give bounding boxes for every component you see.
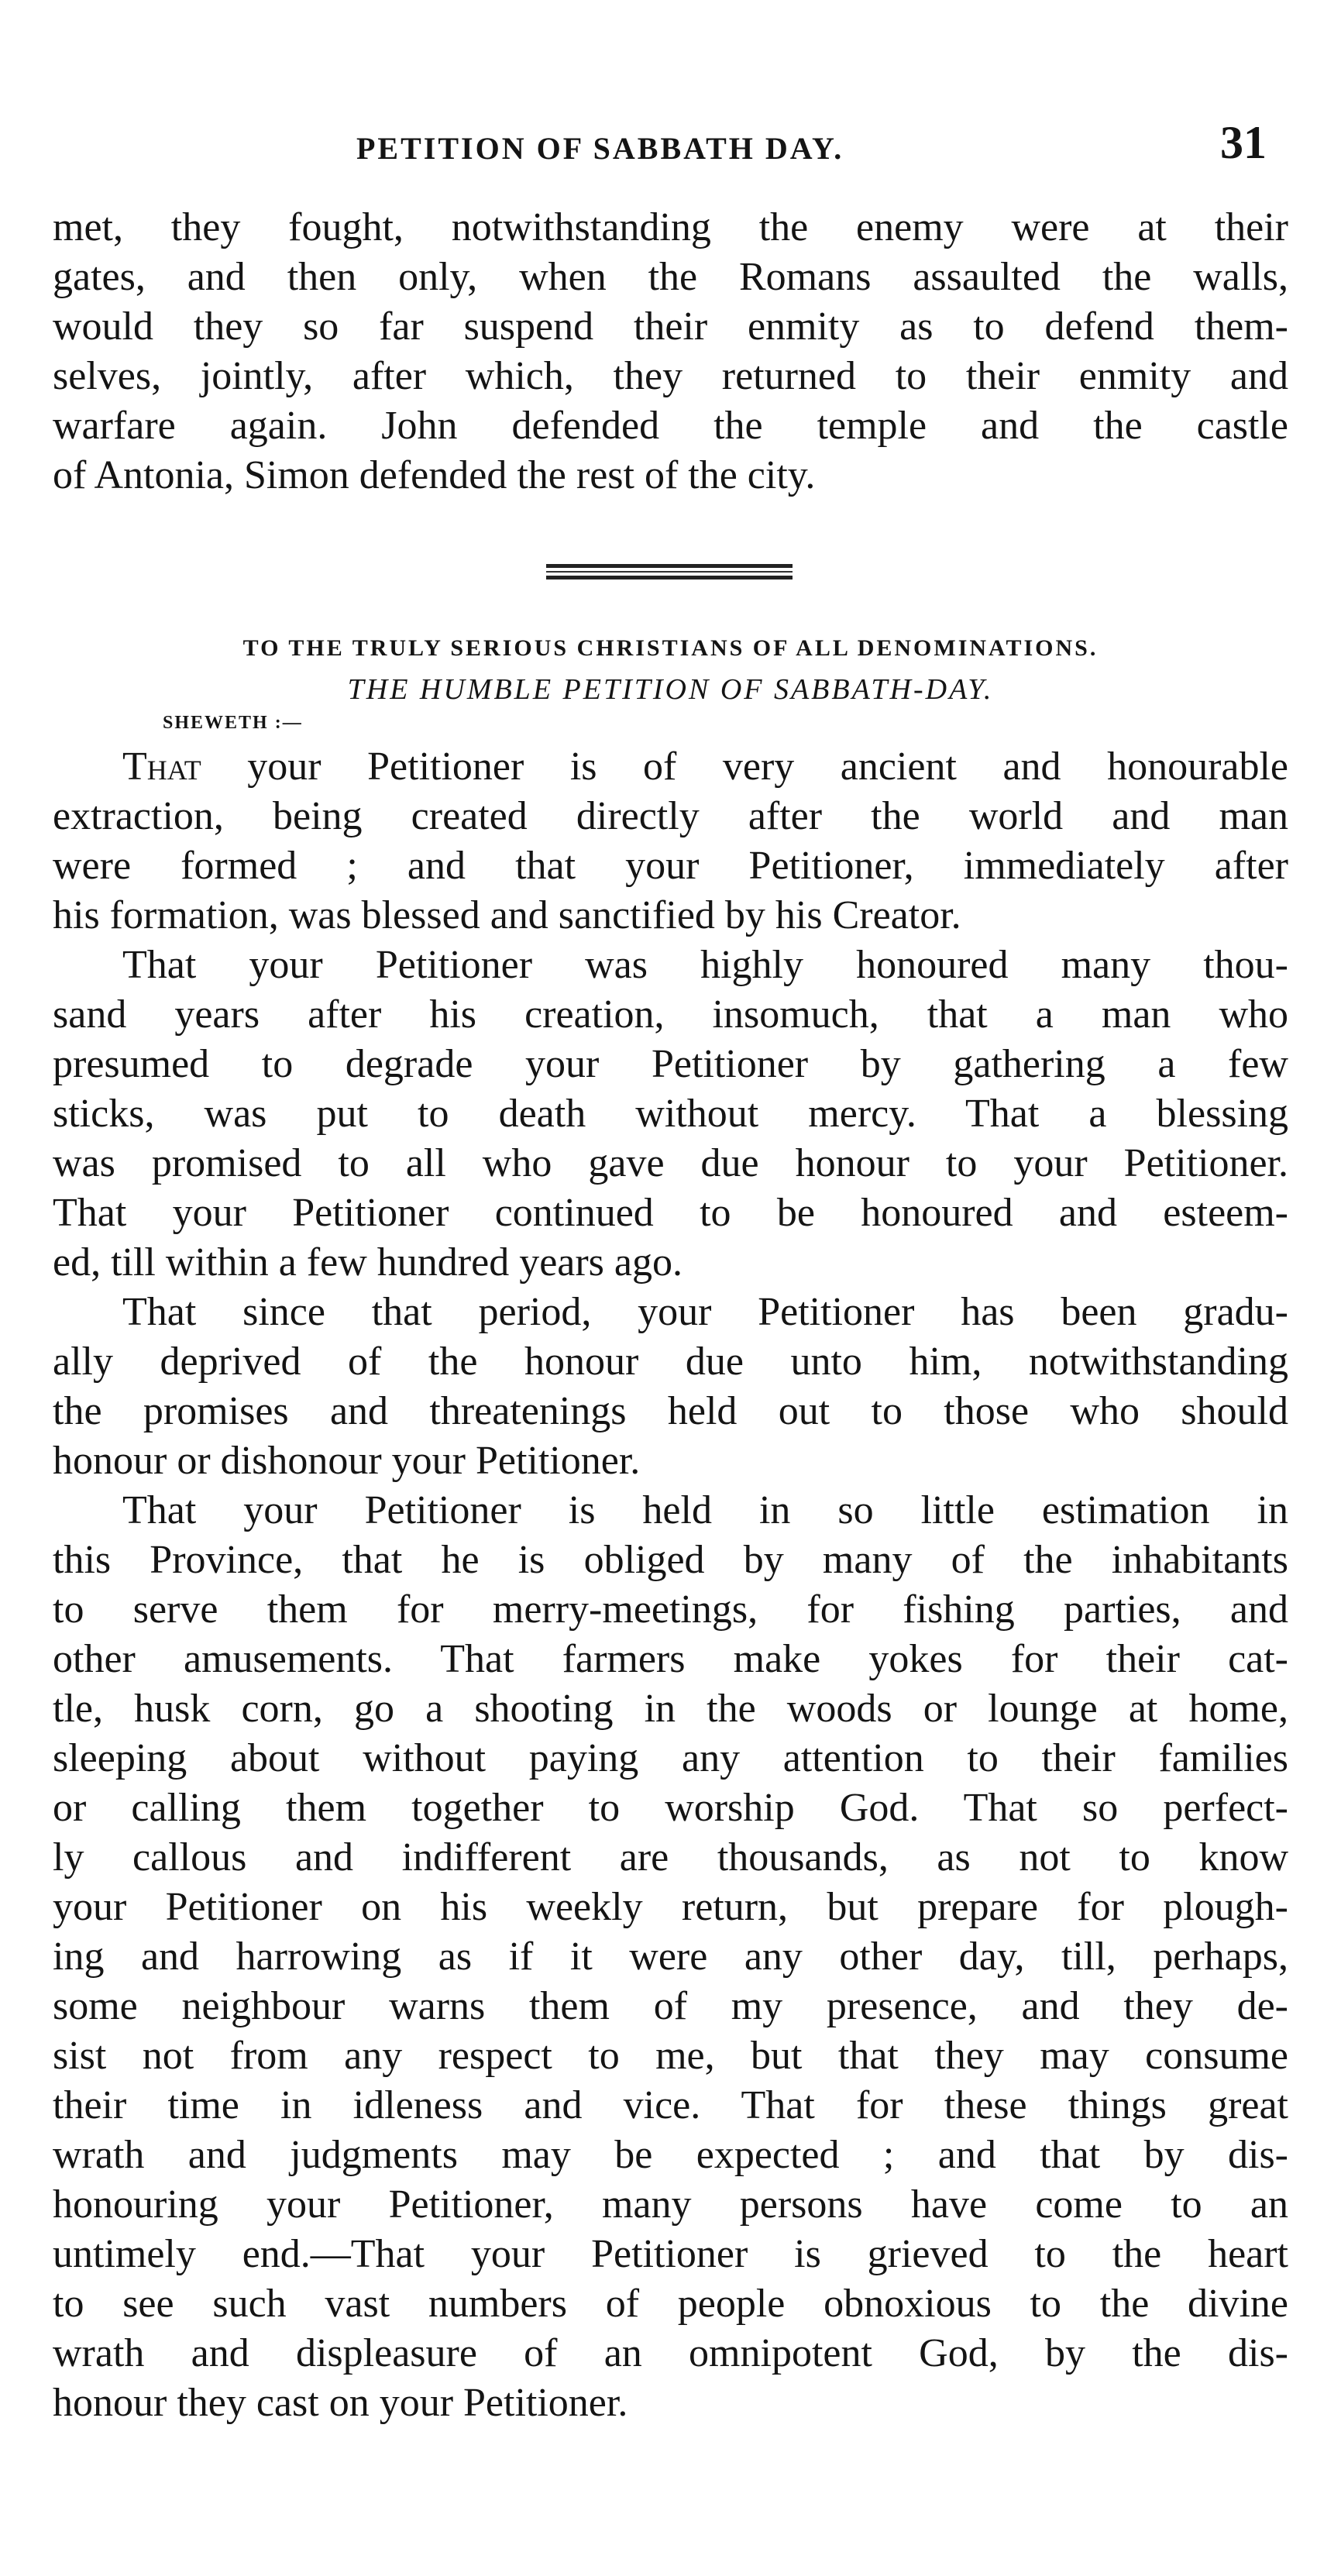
text-line: extraction, being created directly after the world and man (53, 794, 1288, 838)
text-line: ing and harrowing as if it were any other day, till, perhaps, (53, 1935, 1288, 1979)
text-line: their time in idleness and vice. That for these things great (53, 2083, 1288, 2127)
text-line: ally deprived of the honour due unto him, notwithstanding (53, 1340, 1288, 1384)
text-line: untimely end.—That your Petitioner is grieved to the heart (53, 2232, 1288, 2276)
text-line: honour they cast on your Petitioner. (53, 2381, 628, 2425)
text-line: selves, jointly, after which, they returned to their enmity and (53, 354, 1288, 398)
text-line: your Petitioner on his weekly return, but prepare for plough- (53, 1885, 1288, 1929)
petition-address: TO THE TRULY SERIOUS CHRISTIANS OF ALL DENOMINATIONS. (242, 635, 1099, 661)
text-line: sticks, was put to death without mercy. That a blessing (53, 1092, 1288, 1136)
line-text: your Petitioner is of very ancient and honourable (201, 745, 1288, 789)
page-number: 31 (1220, 117, 1267, 168)
text-line: ly callous and indifferent are thousands, as not to know (53, 1835, 1288, 1880)
text-line: met, they fought, notwithstanding the enemy were at their (53, 205, 1288, 249)
section-divider (546, 564, 793, 583)
text-line: warfare again. John defended the temple and the castle (53, 404, 1288, 448)
divider-bar (546, 576, 793, 580)
text-line: wrath and judgments may be expected ; and that by dis- (53, 2133, 1288, 2177)
text-line: honour or dishonour your Petitioner. (53, 1439, 641, 1483)
petition-paragraph-1 (53, 742, 1288, 941)
petition-paragraph-2 (53, 941, 1288, 1288)
text-line: That your Petitioner continued to be honoured and esteem- (53, 1191, 1288, 1235)
text-line: would they so far suspend their enmity as to defend them- (53, 304, 1288, 349)
text-line: was promised to all who gave due honour to your Petitioner. (53, 1141, 1288, 1185)
petition-paragraph-4 (53, 1486, 1288, 2428)
text-line: ed, till within a few hundred years ago. (53, 1240, 683, 1285)
text-line: sand years after his creation, insomuch, that a man who (53, 992, 1288, 1037)
lead-word: That (122, 745, 201, 789)
running-title: PETITION OF SABBATH DAY. (356, 131, 844, 166)
text-line (53, 742, 1288, 792)
text-line: That your Petitioner was highly honoured many thou- (122, 943, 1288, 987)
text-line: were formed ; and that your Petitioner, immediately after (53, 844, 1288, 888)
divider-thin (546, 571, 793, 573)
running-head (0, 116, 1341, 170)
petition-paragraph-3 (53, 1288, 1288, 1486)
text-line: or calling them together to worship God. That so perfect- (53, 1786, 1288, 1830)
text-line: his formation, was blessed and sanctified by his Creator. (53, 893, 961, 937)
text-line: wrath and displeasure of an omnipotent God, by the dis- (53, 2331, 1288, 2375)
text-line: honouring your Petitioner, many persons have come to an (53, 2182, 1288, 2227)
text-line: this Province, that he is obliged by many of the inhabitants (53, 1538, 1288, 1582)
text-line: of Antonia, Simon defended the rest of the city. (53, 453, 816, 497)
text-line: sleeping about without paying any attention to their families (53, 1736, 1288, 1780)
petition-title: THE HUMBLE PETITION OF SABBATH-DAY. (347, 673, 994, 706)
divider-bar (546, 564, 793, 568)
sheweth-label: SHEWETH :— (163, 713, 303, 733)
text-line: other amusements. That farmers make yokes for their cat- (53, 1637, 1288, 1681)
text-line: That since that period, your Petitioner has been gradu- (122, 1290, 1288, 1334)
text-line: to see such vast numbers of people obnoxious to the divine (53, 2282, 1288, 2326)
text-line: presumed to degrade your Petitioner by gathering a few (53, 1042, 1288, 1086)
text-line: some neighbour warns them of my presence, and they de- (53, 1984, 1288, 2028)
text-line: to serve them for merry-meetings, for fishing parties, and (53, 1587, 1288, 1632)
text-line: That your Petitioner is held in so little estimation in (122, 1488, 1288, 1532)
text-line: tle, husk corn, go a shooting in the woods or lounge at home, (53, 1687, 1288, 1731)
text-line: sist not from any respect to me, but that they may consume (53, 2034, 1288, 2078)
text-line: gates, and then only, when the Romans assaulted the walls, (53, 255, 1288, 299)
text-line: the promises and threatenings held out to those who should (53, 1389, 1288, 1433)
opening-paragraph (53, 203, 1288, 500)
